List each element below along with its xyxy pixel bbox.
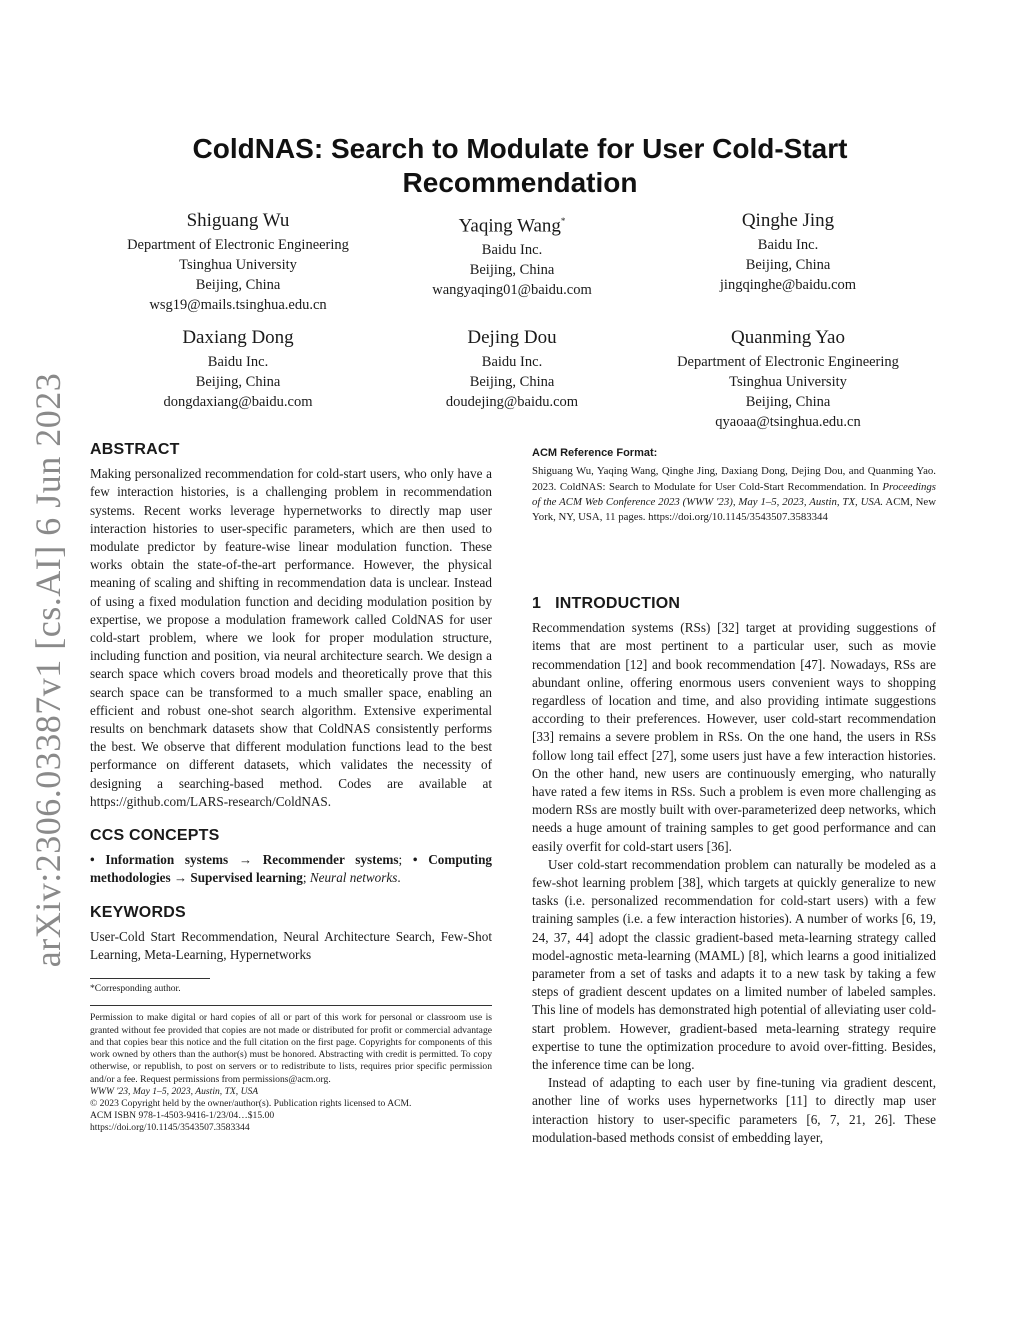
ccs-concept: Neural networks — [309, 870, 398, 886]
isbn-line: ACM ISBN 978-1-4503-9416-1/23/04…$15.00 — [90, 1110, 275, 1122]
introduction-section — [532, 595, 936, 1147]
author-affiliation: Tsinghua University — [179, 257, 297, 273]
author-affiliation: Baidu Inc. — [757, 237, 819, 253]
author-location: Beijing, China — [195, 374, 281, 390]
author-name: Qinghe Jing — [741, 210, 835, 231]
ccs-text: • Information systems → Recommender systems; • Computing methodologies → Supervised learning; Neural networks. — [90, 852, 492, 886]
author-email[interactable]: jingqinghe@baidu.com — [719, 277, 857, 293]
section-title: INTRODUCTION — [555, 595, 681, 612]
doi-link[interactable]: https://doi.org/10.1145/3543507.3583344 — [90, 1122, 250, 1134]
author-name: Yaqing Wang* — [458, 215, 566, 237]
author-block — [392, 209, 632, 300]
author-email[interactable]: wangyaqing01@baidu.com — [432, 282, 592, 299]
footnote-rule — [90, 978, 210, 979]
permission-rule — [90, 1005, 492, 1006]
corresponding-author-note: *Corresponding author. — [90, 983, 181, 995]
acm-reference-text: Shiguang Wu, Yaqing Wang, Qinghe Jing, Daxiang Dong, Dejing Dou, and Quanming Yao. 2023. ColdNAS: Search to Modulate for User Cold-Start Recommendation. In Proceedings of the ACM Web Conference 2023 (WWW '23), May 1–5, 2023, Austin, TX, USA. ACM, New York, NY, USA, 11 pages. https://doi.org/10.1145/3543507.3583344 — [532, 465, 936, 524]
author-block — [98, 326, 378, 412]
author-name: Dejing Dou — [467, 327, 557, 348]
author-affiliation: Tsinghua University — [729, 374, 847, 390]
author-email[interactable]: qyaoaa@tsinghua.edu.cn — [715, 414, 861, 430]
intro-paragraph: Recommendation systems (RSs) [32] target at providing suggestions of items that are most pertinent to a particular user, such as movie recommendation [12] and book recommendation [47]. Nowadays, RSs are abundant online, offering enormous users convenient ways to shopping regardless of location and time, and also providing intimate suggestions according to their preferences. However, user cold-start recommendation [33] remains a severe problem in RSs. On the one hand, the users in RSs follow long tail effect [27], some users just have a few interaction histories. On the other hand, new users are continuously emerging, who naturally have rated a few items in RSs. Such a problem is even more challenging as modern RSs are mostly built with over-parameterized deep networks, which needs a huge amount of training samples to get good performance and can easily overfit for cold-start users [36]. — [532, 620, 936, 854]
ccs-concept: • Computing methodologies → Supervised learning — [90, 852, 492, 886]
author-location: Beijing, China — [469, 262, 555, 279]
author-location: Beijing, China — [745, 394, 831, 410]
author-email[interactable]: doudejing@baidu.com — [445, 394, 579, 410]
author-block — [648, 326, 928, 432]
acm-reference — [532, 446, 936, 525]
permission-notice: Permission to make digital or hard copies of all or part of this work for personal or classroom use is granted without fee provided that copies are not made or distributed for profit or commercial advantage and that copies bear this notice and the full citation on the first page. Copyrights for components of this work owned by others than the author(s) must be honored. Abstracting with credit is permitted. To copy otherwise, or republish, to post on servers or to redistribute to lists, requires prior specific permission and/or a fee. Request permissions from permissions@acm.org. — [90, 1012, 492, 1085]
arxiv-stamp — [24, 372, 72, 968]
author-affiliation: Department of Electronic Engineering — [677, 354, 899, 370]
author-location: Beijing, China — [469, 374, 555, 390]
author-location: Beijing, China — [745, 257, 831, 273]
author-block — [392, 326, 632, 412]
author-block — [668, 209, 908, 295]
intro-heading — [532, 595, 936, 613]
corresponding-mark: * — [560, 216, 566, 226]
author-name: Daxiang Dong — [182, 327, 294, 348]
paper-title: ColdNAS: Search to Modulate for User Cold-Start Recommendation — [192, 133, 848, 198]
left-column — [90, 441, 492, 1135]
author-affiliation: Department of Electronic Engineering — [127, 237, 349, 253]
footnote-area — [90, 978, 492, 1134]
keywords-heading: KEYWORDS — [90, 903, 186, 921]
author-affiliation: Baidu Inc. — [207, 354, 269, 370]
acm-reference-heading: ACM Reference Format: — [532, 447, 658, 459]
section-number: 1 — [532, 595, 542, 612]
copyright-line: © 2023 Copyright held by the owner/author(s). Publication rights licensed to ACM. — [90, 1097, 412, 1109]
venue-line: WWW '23, May 1–5, 2023, Austin, TX, USA — [90, 1085, 259, 1097]
abstract-heading: ABSTRACT — [90, 441, 180, 458]
ccs-heading: CCS CONCEPTS — [90, 827, 220, 845]
author-block — [98, 209, 378, 315]
author-affiliation: Baidu Inc. — [481, 354, 543, 370]
author-name: Shiguang Wu — [186, 210, 290, 231]
intro-paragraph: User cold-start recommendation problem can naturally be modeled as a few-shot learning problem [38], which targets at quickly generalize to new tasks (i.e. personalized recommendation for cold-start users) with a few training samples (i.e. a few interaction histories). A number of works [6, 19, 24, 37, 44] adopt the classic gradient-based meta-learning strategy called model-agnostic meta-learning (MAML) [8], which learns a good initialized parameter from a set of tasks and adapts it to a new task by taking a few steps of gradient descent updates on a limited number of labeled samples. This line of models has demonstrated high potential of alleviating user cold-start problem. However, gradient-based meta-learning strategy require expertise to tune the optimization procedure to avoid over-fitting. Besides, the inference time can be long. — [532, 856, 936, 1073]
abstract-text: Making personalized recommendation for cold-start users, who only have a few interaction histories, is a challenging problem in recommendation systems. Recent works leverage hypernetworks to directly map user interaction histories to user-specific parameters, which are then used to modulate predictor by feature-wise linear modulation function. These works obtain the state-of-the-art performance. However, the physical meaning of scaling and shifting in recommendation data is unclear. Instead of using a fixed modulation function and deciding modulation position by expertise, we propose a modulation framework called ColdNAS for user cold-start problem, where we look for proper modulation structure, including function and position, via neural architecture search. We design a search space which covers broad models and theoretically prove that this search space can be transformed to a much smaller space, enabling an efficient and robust one-shot search algorithm. Extensive experimental results on benchmark datasets show that ColdNAS consistently performs the best. We observe that different modulation functions lead to the best performance on different datasets, which validates the necessity of designing a searching-based method. Codes are available at https://github.com/LARS-research/ColdNAS. — [90, 466, 492, 809]
intro-paragraph: Instead of adapting to each user by fine-tuning via gradient descent, another line of works uses hypernetworks [11] to directly map user interaction history to user-specific parameters [6, 7, 21, 26]. These modulation-based methods consist of embedding layer, — [532, 1075, 936, 1145]
right-column — [532, 446, 936, 525]
author-affiliation: Baidu Inc. — [481, 242, 543, 259]
author-email[interactable]: wsg19@mails.tsinghua.edu.cn — [149, 297, 327, 313]
arxiv-stamp-text: arXiv:2306.03387v1 [cs.AI] 6 Jun 2023 — [28, 372, 68, 968]
ccs-concept: • Information systems → Recommender systems — [90, 852, 399, 868]
author-email[interactable]: dongdaxiang@baidu.com — [163, 394, 313, 410]
author-name: Quanming Yao — [730, 327, 845, 348]
author-location: Beijing, China — [195, 277, 281, 293]
keywords-text: User-Cold Start Recommendation, Neural Architecture Search, Few-Shot Learning, Meta-Learning, Hypernetworks — [90, 928, 492, 963]
